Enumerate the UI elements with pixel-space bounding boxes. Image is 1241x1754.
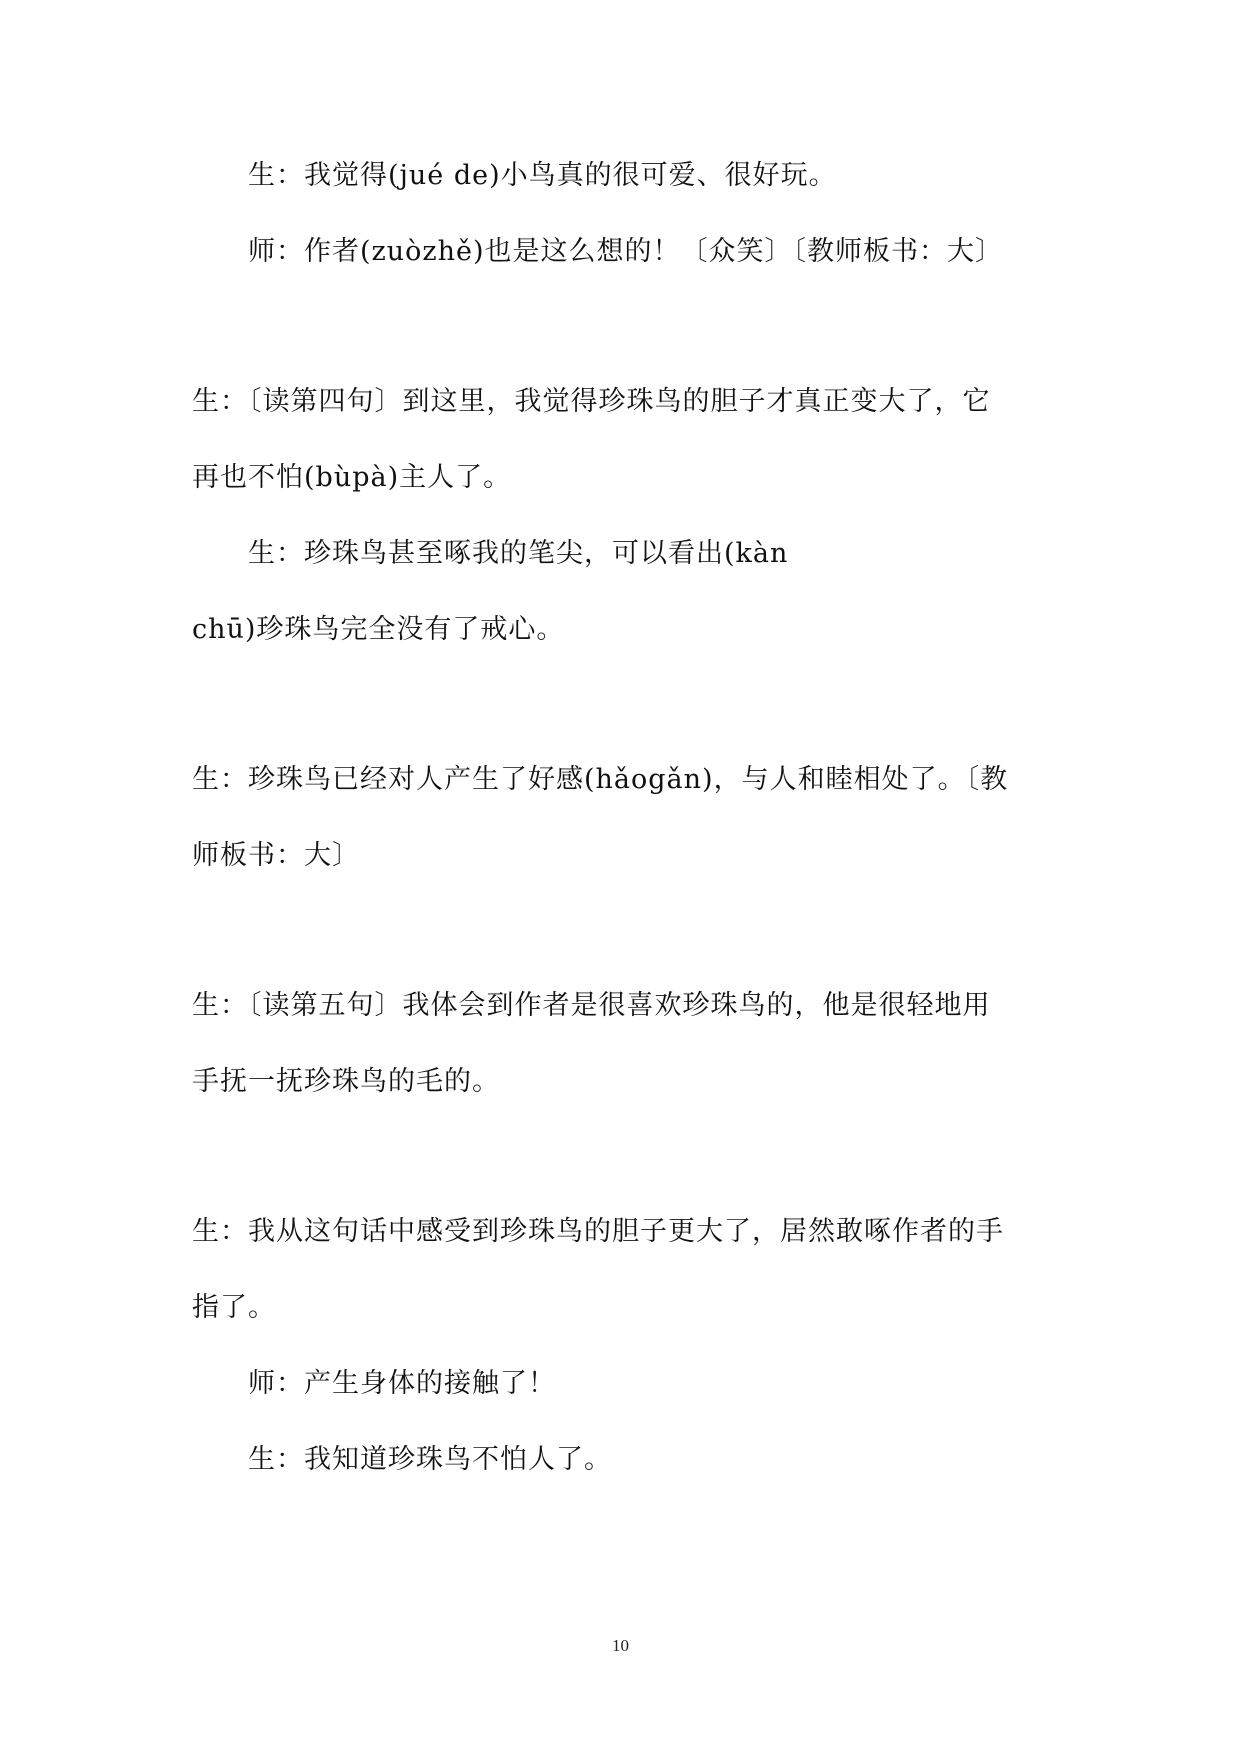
text-line-6: chū)珍珠鸟完全没有了戒心。 (192, 614, 565, 645)
text-line-12: 指了。 (192, 1292, 276, 1323)
text-line-8: 师板书：大〕 (192, 840, 360, 871)
text-line-9: 生：〔读第五句〕我体会到作者是很喜欢珍珠鸟的，他是很轻地用 (192, 990, 991, 1021)
text-line-14: 生：我知道珍珠鸟不怕人了。 (248, 1444, 612, 1475)
text-line-13: 师：产生身体的接触了！ (248, 1368, 556, 1399)
text-line-7: 生：珍珠鸟已经对人产生了好感(hǎogǎn)，与人和睦相处了。〔教 (192, 764, 1009, 795)
page-number: 10 (612, 1636, 629, 1655)
text-line-4: 再也不怕(bùpà)主人了。 (192, 462, 512, 493)
text-line-3: 生：〔读第四句〕到这里，我觉得珍珠鸟的胆子才真正变大了，它 (192, 386, 991, 417)
text-line-1: 生：我觉得(jué de)小鸟真的很可爱、很好玩。 (248, 160, 837, 191)
text-line-11: 生：我从这句话中感受到珍珠鸟的胆子更大了，居然敢啄作者的手 (192, 1216, 1004, 1247)
text-line-5: 生：珍珠鸟甚至啄我的笔尖，可以看出(kàn (248, 538, 789, 569)
text-line-2: 师：作者(zuòzhě)也是这么想的！〔众笑〕〔教师板书：大〕 (248, 236, 1004, 267)
text-line-10: 手抚一抚珍珠鸟的毛的。 (192, 1066, 500, 1097)
